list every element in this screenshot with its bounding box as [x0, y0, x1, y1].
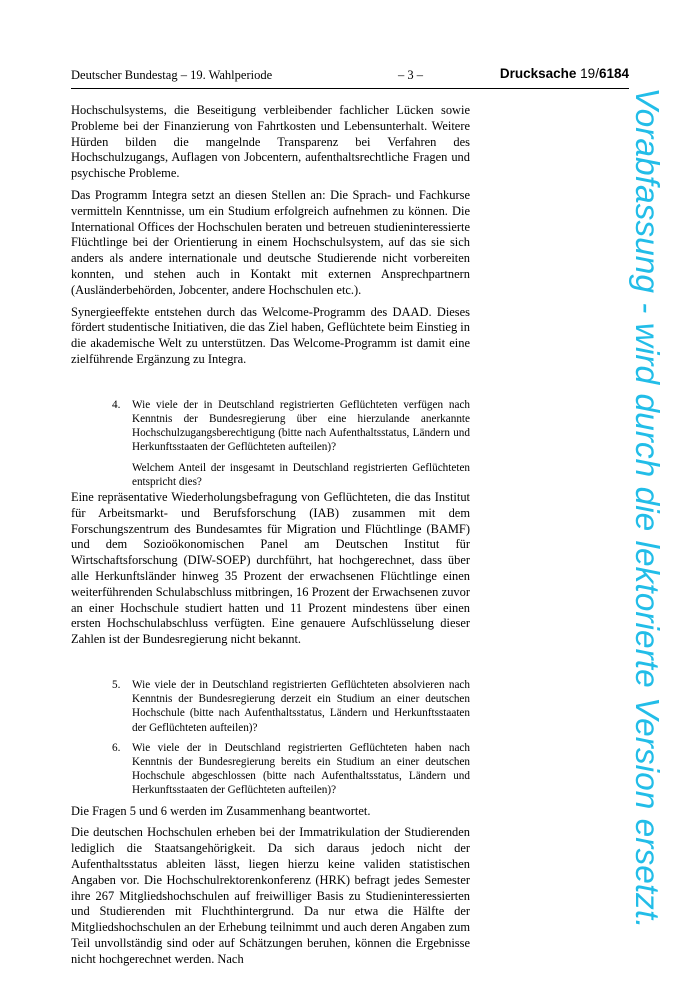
drucksache-number-prefix: 19/	[580, 66, 599, 81]
question-followup: Welchem Anteil der insgesamt in Deutschland registrierten Geflüchteten entspricht dies?	[132, 461, 470, 488]
drucksache-label: Drucksache	[499, 66, 577, 81]
question-number: 4.	[112, 398, 121, 411]
question-text: Wie viele der in Deutschland registrierten Geflüchteten verfügen nach Kenntnis der Bundesregierung über eine hierzulande anerkannte Hochschulzugangsberechtigung (bitte nach Aufenthaltsstatus, Ländern und Herkunftsstaaten der Geflüchteten aufteilen)?	[132, 398, 470, 454]
question-number: 5.	[112, 678, 121, 691]
draft-watermark	[596, 87, 696, 929]
answer-paragraph: Eine repräsentative Wiederholungsbefragung von Geflüchteten, die das Institut für Arbeitsmarkt- und Berufsforschung (IAB) zusammen mit dem Forschungszentrum des Bundesamtes für Migration und Flüchtlinge (BAMF) und dem Sozioökonomischen Panel am Deutschen Institut für Wirtschaftsforschung (DIW-SOEP) durchführt, hat hochgerechnet, dass über alle Herkunftsländer hinweg 35 Prozent der erwachsenen Flüchtlinge einen weiterführenden Schulabschluss mitbringen, 16 Prozent der Erwachsenen zuvor an einer Hochschule studiert hatten und 11 Prozent mindestens über einen ersten Hochschulabschluss verfügten. Eine genauere Aufschlüsselung dieser Zahlen ist der Bundesregierung nicht bekannt.	[71, 489, 470, 647]
answer-paragraph: Die deutschen Hochschulen erheben bei der Immatrikulation der Studierenden lediglich die Staatsangehörigkeit. Da sich daraus jedoch nicht der Aufenthaltsstatus ableiten lässt, liegen hierzu keine validen statistischen Angaben vor. Die Hochschulrektorenkonferenz (HRK) befragt jedes Semester ihre 267 Mitgliedshochschulen auf freiwilliger Basis zu Studieninteressierten und Studierenden mit Fluchthintergrund. Da nur etwa die Hälfte der Mitgliedshochschulen an der Erhebung teilnimmt und auch deren Angaben zum Teil unvollständig sind oder auf Schätzungen beruhen, können die Ergebnisse nicht hochgerechnet werden. Nach	[71, 825, 470, 966]
drucksache-reference	[500, 66, 629, 81]
drucksache-number: 6184	[598, 66, 629, 81]
question-number: 6.	[112, 741, 121, 754]
document-body	[71, 103, 470, 974]
question-text: Wie viele der in Deutschland registrierten Geflüchteten absolvieren nach Kenntnis der Bundesregierung derzeit ein Studium an einer deutschen Hochschule (bitte nach Aufenthaltsstatus, Ländern und Herkunftsstaaten der Geflüchteten aufteilen)?	[132, 678, 470, 734]
page-number: – 3 –	[398, 68, 423, 82]
header-parliament-period: Deutscher Bundestag – 19. Wahlperiode	[71, 68, 273, 82]
body-paragraph: Das Programm Integra setzt an diesen Stellen an: Die Sprach- und Fachkurse vermitteln Kenntnisse, um ein Studium erfolgreich aufnehmen zu können. Die International Offices der Hochschulen beraten und betreuen studieninteressierte Flüchtlinge bei der Orientierung in einem Hochschulsystem, auf das sie sich anders als andere internationale und deutsche Studierende nicht vorbereiten konnten, und stehen auch in Kontakt mit externen Ansprechpartnern (Ausländerbehörden, Jobcenter, andere Hochschulen etc.).	[71, 187, 470, 297]
question-4	[112, 398, 470, 489]
watermark-text: Vorabfassung - wird durch die lektorierte Version ersetzt.	[628, 87, 665, 929]
body-paragraph: Hochschulsystems, die Beseitigung verbleibender fachlicher Lücken sowie Probleme bei der Finanzierung von Fahrtkosten und Lebensunterhalt. Weitere Hürden bilden die mangelnde Transparenz bei Verfahren des Hochschulzugangs, Auflagen von Jobcentern, aufenthaltsrechtliche Fragen und psychische Probleme.	[71, 103, 470, 181]
question-6	[112, 741, 470, 798]
question-5	[112, 678, 470, 735]
page-header	[71, 66, 629, 89]
body-paragraph: Synergieeffekte entstehen durch das Welcome-Programm des DAAD. Dieses fördert studentische Initiativen, die das Ziel haben, Geflüchtete beim Einstieg in die akademische Welt zu unterstützen. Das Welcome-Programm ist damit eine zielführende Ergänzung zu Integra.	[71, 304, 470, 366]
question-text: Wie viele der in Deutschland registrierten Geflüchteten haben nach Kenntnis der Bundesregierung bereits ein Studium an einer deutschen Hochschule abgeschlossen (bitte nach Aufenthaltsstatus, Ländern und Herkunftsstaaten der Geflüchteten aufteilen)?	[132, 741, 470, 797]
answer-intro: Die Fragen 5 und 6 werden im Zusammenhang beantwortet.	[71, 803, 371, 818]
